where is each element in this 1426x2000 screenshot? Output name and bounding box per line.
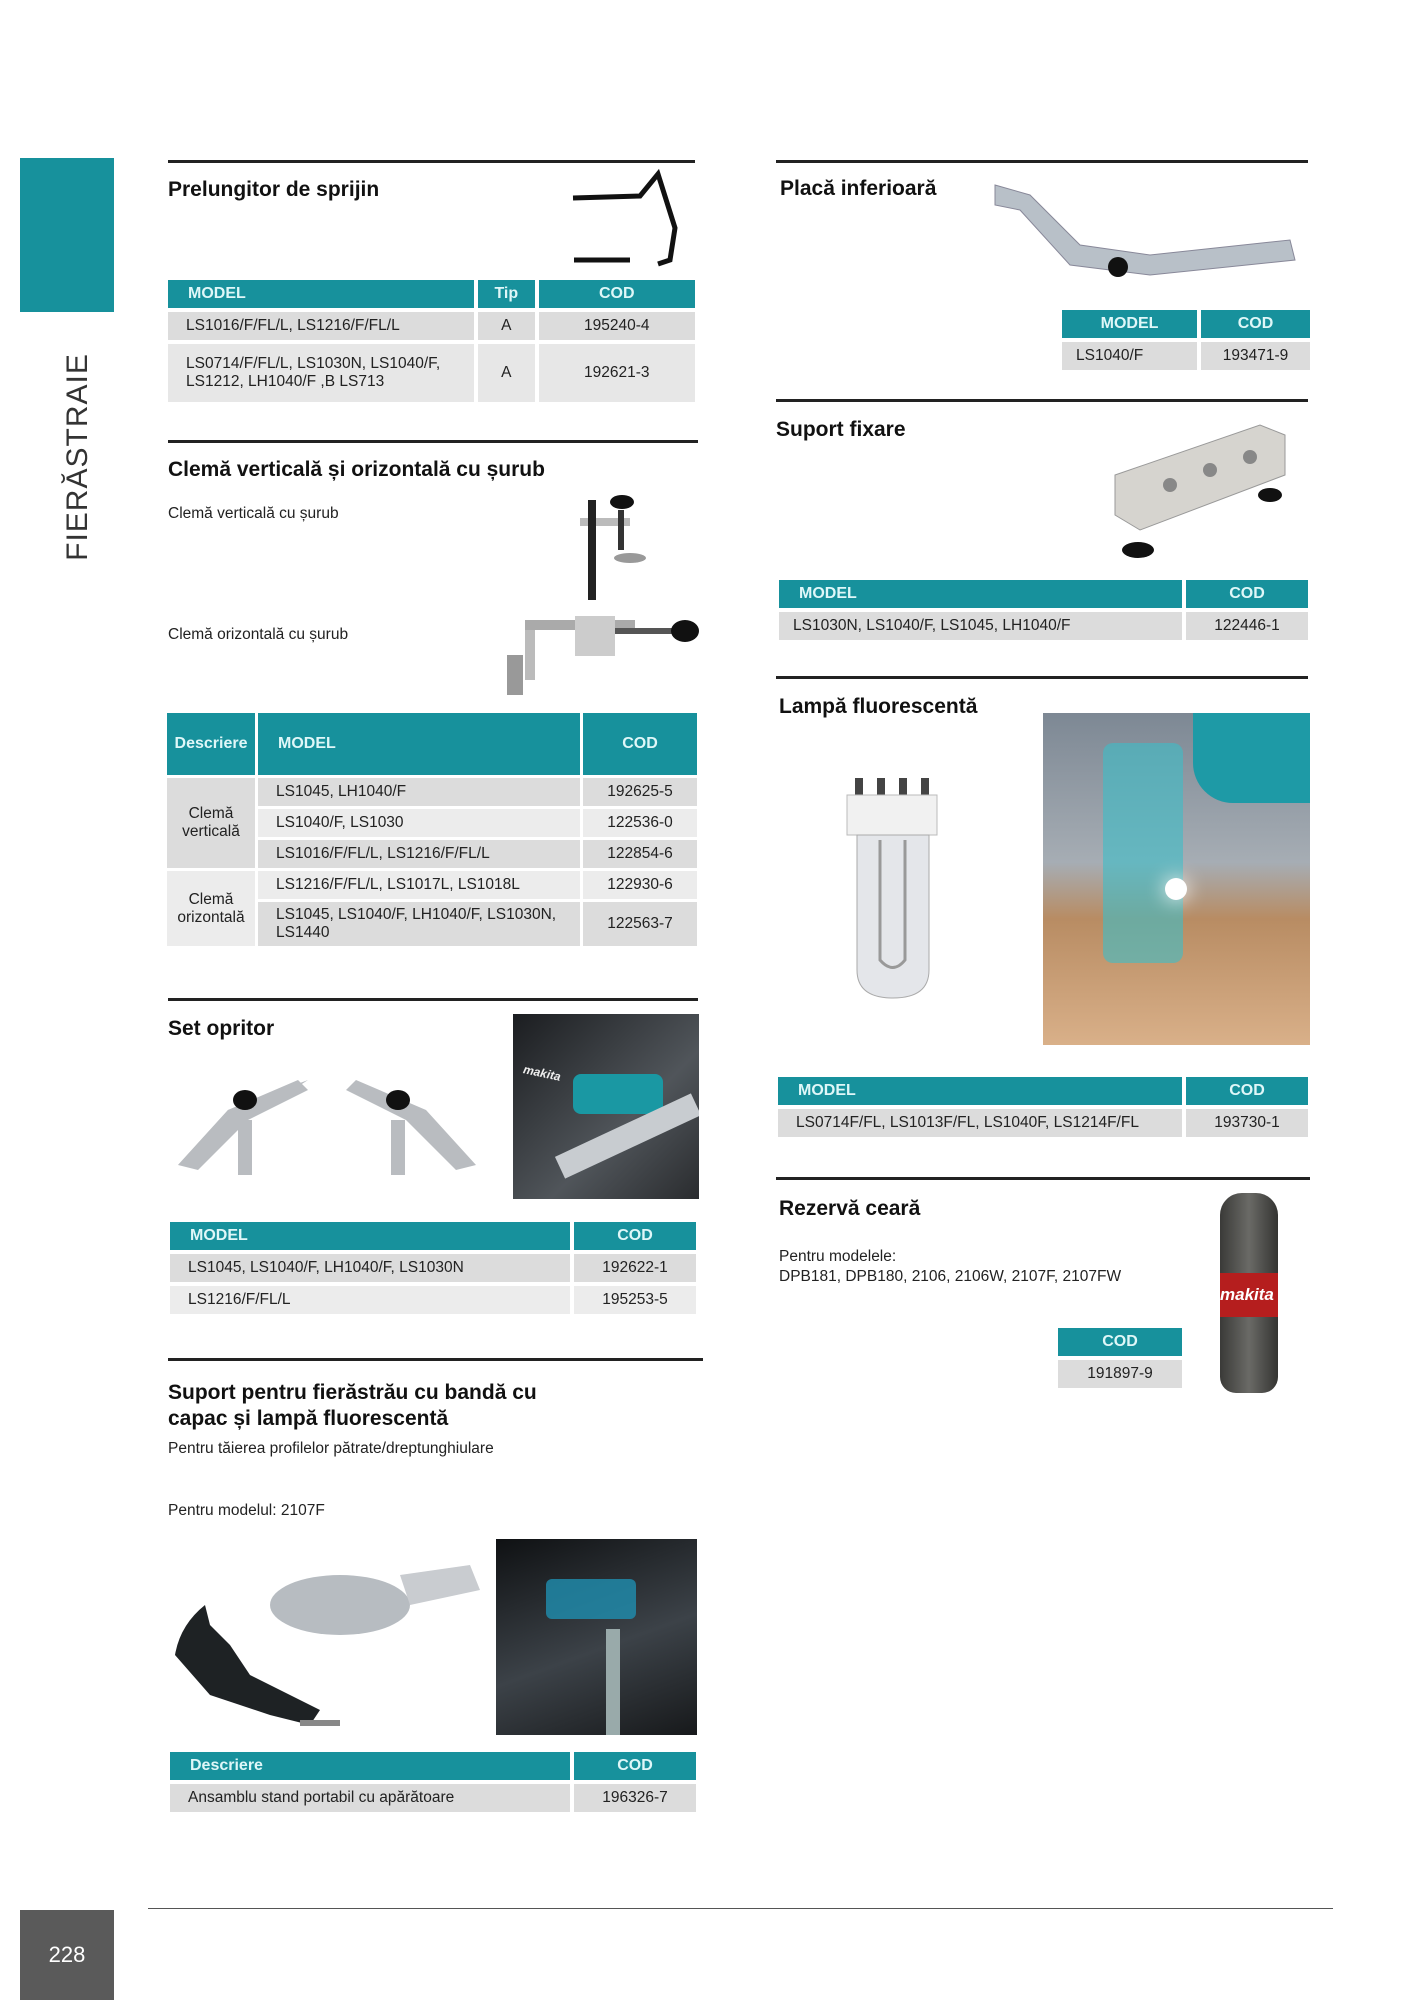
section-title: Lampă fluorescentă bbox=[779, 695, 978, 718]
table-row bbox=[170, 1254, 696, 1282]
model-cell: LS0714F/FL, LS1013F/FL, LS1040F, LS1214F/FL bbox=[778, 1109, 1182, 1137]
col-header: MODEL bbox=[1062, 310, 1197, 338]
code-cell: 195253-5 bbox=[574, 1286, 696, 1314]
table-row bbox=[170, 1286, 696, 1314]
page-number: 228 bbox=[48, 1942, 86, 1967]
section-label: FIERĂSTRAIE bbox=[61, 353, 94, 561]
footer-rule bbox=[148, 1908, 1333, 1909]
model-cell: LS1040/F bbox=[1062, 342, 1197, 370]
table-row bbox=[778, 1109, 1308, 1137]
section-color-tab bbox=[20, 158, 114, 312]
fluorescent-lamp-image bbox=[835, 770, 955, 1005]
wax-tube-image bbox=[1220, 1193, 1278, 1393]
divider bbox=[168, 160, 695, 163]
code-cell: 192621-3 bbox=[539, 344, 695, 402]
section-title: Suport fixare bbox=[776, 418, 906, 441]
model-cell: LS0714/F/FL/L, LS1030N, LS1040/F, LS1212, LH1040/F ,B LS713 bbox=[168, 344, 474, 402]
models-label: Pentru modelele: bbox=[779, 1248, 897, 1265]
tip-cell: A bbox=[478, 344, 535, 402]
col-header: MODEL bbox=[258, 713, 580, 775]
code-cell: 193730-1 bbox=[1186, 1109, 1308, 1137]
group-cell: Clemă verticală bbox=[167, 778, 255, 868]
stopper-set-image bbox=[168, 1070, 488, 1180]
section-title: Clemă verticală și orizontală cu șurub bbox=[168, 458, 545, 481]
col-header: Descriere bbox=[170, 1752, 570, 1780]
r2-table bbox=[775, 576, 1312, 644]
divider bbox=[776, 676, 1308, 679]
fixing-support-image bbox=[1110, 415, 1290, 565]
divider bbox=[168, 998, 698, 1001]
s4-table bbox=[166, 1748, 700, 1816]
divider bbox=[168, 1358, 703, 1361]
table-row bbox=[1062, 342, 1310, 370]
brand-logo: makita bbox=[1220, 1273, 1278, 1317]
section-title: Suport pentru fierăstrău cu bandă cu capac și lampă fluorescentă bbox=[168, 1381, 537, 1430]
group-cell: Clemă orizontală bbox=[167, 871, 255, 946]
section-title: Set opritor bbox=[168, 1017, 275, 1040]
tip-cell: A bbox=[478, 312, 535, 340]
vertical-clamp-image bbox=[560, 490, 660, 600]
code-cell: 192622-1 bbox=[574, 1254, 696, 1282]
divider bbox=[776, 160, 1308, 163]
col-header: COD bbox=[574, 1752, 696, 1780]
stopper-in-use-photo bbox=[513, 1014, 699, 1199]
model-note: Pentru modelul: 2107F bbox=[168, 1502, 325, 1519]
label-horizontal-clamp: Clemă orizontală cu șurub bbox=[168, 626, 349, 643]
table-row bbox=[168, 312, 695, 340]
code-cell: 122446-1 bbox=[1186, 612, 1308, 640]
band-saw-stand-image bbox=[170, 1535, 490, 1745]
model-cell: LS1016/F/FL/L, LS1216/F/FL/L bbox=[258, 840, 580, 868]
support-extension-image bbox=[570, 168, 690, 268]
section-title: Rezervă ceară bbox=[779, 1197, 921, 1220]
code-cell: 122854-6 bbox=[583, 840, 697, 868]
page-number-box bbox=[20, 1910, 114, 2000]
lamp-in-use-photo bbox=[1043, 713, 1310, 1045]
divider bbox=[776, 1177, 1310, 1180]
col-header: COD bbox=[574, 1222, 696, 1250]
code-cell: 196326-7 bbox=[574, 1784, 696, 1812]
col-header: MODEL bbox=[779, 580, 1182, 608]
col-header: COD bbox=[539, 280, 695, 308]
s3-table bbox=[166, 1218, 700, 1318]
col-header: MODEL bbox=[170, 1222, 570, 1250]
divider bbox=[776, 399, 1308, 402]
col-header: Descriere bbox=[167, 713, 255, 775]
code-cell: 195240-4 bbox=[539, 312, 695, 340]
code-cell: 191897-9 bbox=[1058, 1360, 1182, 1388]
model-cell: LS1045, LH1040/F bbox=[258, 778, 580, 806]
col-header: Tip bbox=[478, 280, 535, 308]
model-cell: LS1040/F, LS1030 bbox=[258, 809, 580, 837]
label-vertical-clamp: Clemă verticală cu șurub bbox=[168, 505, 339, 522]
model-cell: LS1030N, LS1040/F, LS1045, LH1040/F bbox=[779, 612, 1182, 640]
model-cell: LS1045, LS1040/F, LH1040/F, LS1030N, LS1440 bbox=[258, 902, 580, 946]
col-header: COD bbox=[1058, 1328, 1182, 1356]
divider bbox=[168, 440, 698, 443]
s1-table bbox=[164, 276, 699, 406]
brand-logo: makita bbox=[521, 1062, 563, 1084]
col-header: COD bbox=[583, 713, 697, 775]
models-list: DPB181, DPB180, 2106, 2106W, 2107F, 2107FW bbox=[779, 1268, 1122, 1285]
code-cell: 122536-0 bbox=[583, 809, 697, 837]
table-row bbox=[168, 344, 695, 402]
band-saw-photo bbox=[496, 1539, 697, 1735]
horizontal-clamp-image bbox=[505, 600, 705, 700]
col-header: COD bbox=[1186, 580, 1308, 608]
code-cell: 192625-5 bbox=[583, 778, 697, 806]
section-subtitle: Pentru tăierea profilelor pătrate/dreptunghiulare bbox=[168, 1440, 494, 1457]
r4-table bbox=[1054, 1324, 1186, 1392]
section-title: Prelungitor de sprijin bbox=[168, 178, 380, 201]
s2-table bbox=[164, 710, 700, 949]
model-cell: LS1016/F/FL/L, LS1216/F/FL/L bbox=[168, 312, 474, 340]
col-header: MODEL bbox=[168, 280, 474, 308]
code-cell: 193471-9 bbox=[1201, 342, 1310, 370]
code-cell: 122930-6 bbox=[583, 871, 697, 899]
r3-table bbox=[774, 1073, 1312, 1141]
model-cell: LS1216/F/FL/L, LS1017L, LS1018L bbox=[258, 871, 580, 899]
table-row bbox=[170, 1784, 696, 1812]
col-header: COD bbox=[1201, 310, 1310, 338]
col-header: COD bbox=[1186, 1077, 1308, 1105]
table-row bbox=[167, 778, 697, 806]
table-row bbox=[167, 871, 697, 899]
section-title: Placă inferioară bbox=[780, 177, 937, 200]
table-row bbox=[1058, 1360, 1182, 1388]
description-cell: Ansamblu stand portabil cu apărătoare bbox=[170, 1784, 570, 1812]
col-header: MODEL bbox=[778, 1077, 1182, 1105]
code-cell: 122563-7 bbox=[583, 902, 697, 946]
table-row bbox=[779, 612, 1308, 640]
model-cell: LS1045, LS1040/F, LH1040/F, LS1030N bbox=[170, 1254, 570, 1282]
model-cell: LS1216/F/FL/L bbox=[170, 1286, 570, 1314]
bottom-plate-image bbox=[990, 175, 1310, 285]
r1-table bbox=[1058, 306, 1314, 374]
